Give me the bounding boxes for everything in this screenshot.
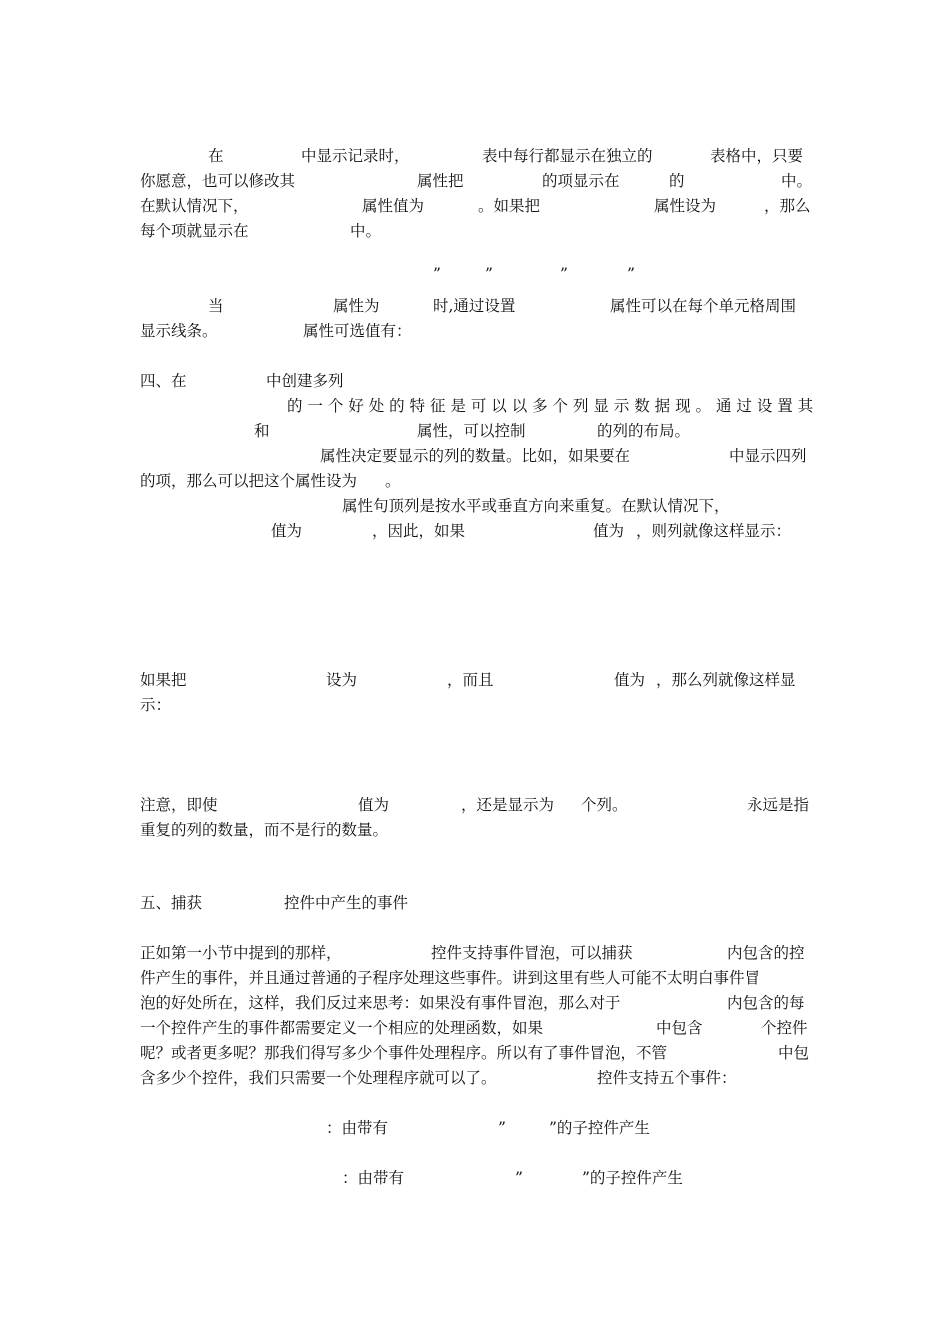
text-run: 中显示四列	[729, 447, 807, 465]
text-run: ，还是显示为	[461, 796, 555, 814]
text-run: 显示线条。	[140, 322, 218, 340]
text-run: 属性把	[417, 172, 464, 190]
section-heading: 四、在	[140, 372, 187, 390]
text-run: ，则列就像这样显示：	[636, 522, 792, 540]
text-run: 正如第一小节中提到的那样，	[140, 944, 342, 962]
text-run: 和	[254, 422, 270, 440]
text-run: 件产生的事件，并且通过普通的子程序处理这些事件。讲到这里有些人可能不太明白事件冒	[140, 969, 761, 987]
text-run: 如果把	[140, 671, 187, 689]
text-run: 呢？或者更多呢？那我们得写多少个事件处理程序。所以有了事件冒泡，不管	[140, 1044, 668, 1062]
text-run: 控件支持事件冒泡，可以捕获	[431, 944, 633, 962]
text-run: 值为	[358, 796, 390, 814]
text-run: 的 一 个 好 处 的 特 征 是 可 以 以 多 个 列 显 示 数 据 现 。 通 过 设 置 其	[287, 397, 814, 415]
text-run: 中显示记录时，	[301, 147, 410, 165]
text-run: 含多少个控件，我们只需要一个处理程序就可以了。	[140, 1069, 497, 1087]
text-run: 示：	[140, 696, 172, 714]
quote-mark: ”	[498, 1119, 506, 1137]
text-run: ”的子控件产生	[549, 1119, 650, 1137]
text-run: 内包含的每	[727, 994, 805, 1012]
quote-mark: ”	[515, 1169, 523, 1187]
quote-mark: ”	[627, 265, 635, 283]
section-heading: 控件中产生的事件	[284, 894, 409, 912]
section-heading: 五、捕获	[140, 894, 203, 912]
text-run: ，那么	[764, 197, 811, 215]
text-run: 个控件	[761, 1019, 808, 1037]
text-run: 每个项就显示在	[140, 222, 249, 240]
text-run: ，因此，如果	[372, 522, 466, 540]
text-run: 。如果把	[478, 197, 541, 215]
text-run: 属性决定要显示的列的数量。比如，如果要在	[320, 447, 631, 465]
text-run: 重复的列的数量，而不是行的数量。	[140, 821, 389, 839]
text-run: ，而且	[447, 671, 494, 689]
text-run: 中包含	[656, 1019, 703, 1037]
text-run: 属性，可以控制	[417, 422, 526, 440]
quote-mark: ”	[485, 265, 493, 283]
text-run: 的项显示在	[542, 172, 620, 190]
text-run: 中包	[778, 1044, 810, 1062]
text-run: 泡的好处所在，这样，我们反过来思考：如果没有事件冒泡，那么对于	[140, 994, 621, 1012]
text-run: 属性可选值有：	[303, 322, 412, 340]
text-run: 属性值为	[362, 197, 425, 215]
text-run: 值为	[593, 522, 625, 540]
text-run: ：由带有	[326, 1119, 389, 1137]
text-run: 个列。	[581, 796, 628, 814]
text-run: 你愿意，也可以修改其	[140, 172, 296, 190]
quote-mark: ”	[560, 265, 568, 283]
text-run: 中。	[781, 172, 813, 190]
text-run: 属性句顶列是按水平或垂直方向来重复。在默认情况下，	[342, 497, 730, 515]
text-run: ，那么列就像这样显	[656, 671, 796, 689]
text-run: 表中每行都显示在独立的	[482, 147, 653, 165]
text-run: 控件支持五个事件：	[597, 1069, 737, 1087]
text-run: 设为	[326, 671, 358, 689]
text-run: 的项，那么可以把这个属性设为	[140, 472, 358, 490]
text-run: 。	[385, 472, 401, 490]
quote-mark: ”	[433, 265, 441, 283]
text-run: 属性可以在每个单元格周围	[610, 297, 797, 315]
text-run: 永远是指	[747, 796, 810, 814]
text-run: 值为	[614, 671, 646, 689]
text-run: 属性为	[333, 297, 380, 315]
text-run: 一个控件产生的事件都需要定义一个相应的处理函数，如果	[140, 1019, 544, 1037]
text-run: 中。	[350, 222, 382, 240]
text-run: 在默认情况下，	[140, 197, 249, 215]
text-run: 属性设为	[654, 197, 717, 215]
section-heading: 中创建多列	[266, 372, 344, 390]
text-run: ”的子控件产生	[582, 1169, 683, 1187]
text-run: 时,通过设置	[433, 297, 516, 315]
text-run: 值为	[271, 522, 303, 540]
text-run: 的列的布局。	[597, 422, 691, 440]
text-run: 的	[669, 172, 685, 190]
text-run: ：由带有	[342, 1169, 405, 1187]
text-run: 内包含的控	[727, 944, 805, 962]
text-run: 注意，即使	[140, 796, 218, 814]
text-run: 当	[208, 297, 224, 315]
text-run: 在	[208, 147, 224, 165]
text-run: 表格中，只要	[710, 147, 804, 165]
